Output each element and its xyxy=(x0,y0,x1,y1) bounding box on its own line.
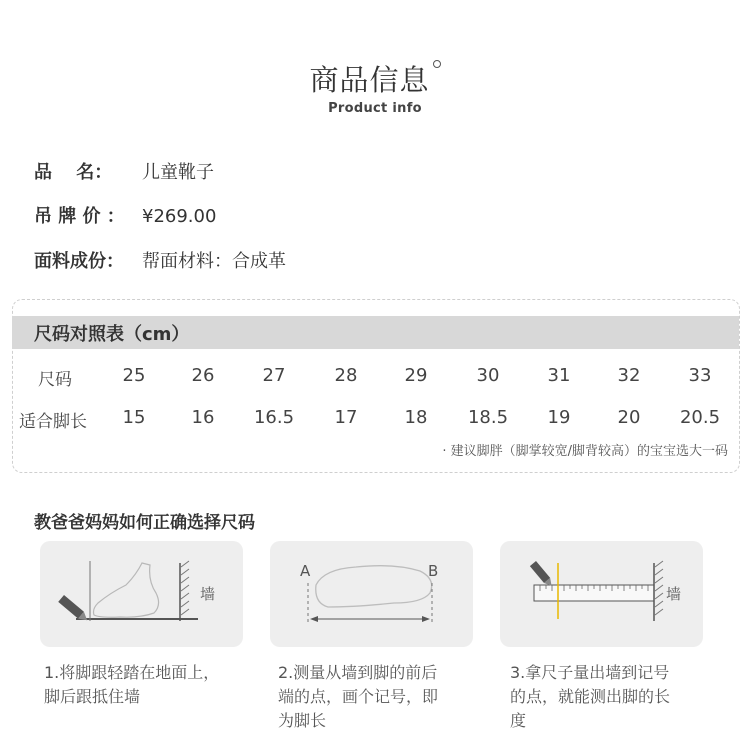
size-chart-title: 尺码对照表（cm） xyxy=(34,324,190,345)
size-note: · 建议脚胖（脚掌较宽/脚背较高）的宝宝选大一码 xyxy=(442,444,728,459)
size-cell: 26 xyxy=(191,365,215,386)
length-cell: 17 xyxy=(334,407,358,428)
ruler-measure-illustration xyxy=(500,541,703,647)
size-cell: 25 xyxy=(122,365,146,386)
length-cell: 18.5 xyxy=(467,407,509,428)
length-cell: 16 xyxy=(191,407,215,428)
info-value: 帮面材料：合成革 xyxy=(142,251,286,272)
size-cell: 33 xyxy=(688,365,712,386)
step-text-3: 3.拿尺子量出墙到记号 的点，就能测出脚的长 度 xyxy=(510,663,671,730)
length-cell: 20.5 xyxy=(679,407,721,428)
info-key: 吊 牌 价 ： xyxy=(34,206,125,227)
pencil-icon xyxy=(530,561,555,588)
length-cell: 20 xyxy=(617,407,641,428)
size-cell: 31 xyxy=(547,365,571,386)
length-cell: 19 xyxy=(547,407,571,428)
guide-card-step1 xyxy=(40,541,243,647)
length-cell: 16.5 xyxy=(253,407,295,428)
step-text-1: 1.将脚跟轻踏在地面上， 脚后跟抵住墙 xyxy=(44,663,220,706)
point-b-label: B xyxy=(428,562,439,580)
info-value: 儿童靴子 xyxy=(142,162,214,183)
guide-card-step2 xyxy=(270,541,473,647)
size-cell: 32 xyxy=(617,365,641,386)
size-cell: 28 xyxy=(334,365,358,386)
size-cell: 30 xyxy=(476,365,500,386)
info-key: 品 名： xyxy=(34,162,113,183)
wall-label: 墙 xyxy=(666,585,682,603)
foot-against-wall-illustration xyxy=(40,541,243,647)
info-key: 面料成份： xyxy=(34,251,124,272)
size-cell: 29 xyxy=(404,365,428,386)
page-title: 商品信息 xyxy=(0,58,750,99)
step-text-2: 2.测量从墙到脚的前后 端的点，画个记号，即 为脚长 xyxy=(278,663,439,730)
length-cell: 15 xyxy=(122,407,146,428)
row-label-size: 尺码 xyxy=(38,370,72,390)
point-a-label: A xyxy=(300,562,311,580)
guide-title: 教爸爸妈妈如何正确选择尺码 xyxy=(34,513,255,533)
size-cell: 27 xyxy=(262,365,286,386)
row-label-foot-length: 适合脚长 xyxy=(19,412,87,432)
page-subtitle: Product info xyxy=(328,101,422,116)
pencil-icon xyxy=(58,595,90,624)
info-value: ¥269.00 xyxy=(142,206,217,227)
guide-card-step3 xyxy=(500,541,703,647)
foot-measure-illustration xyxy=(270,541,473,647)
wall-label: 墙 xyxy=(200,585,216,603)
length-cell: 18 xyxy=(404,407,428,428)
